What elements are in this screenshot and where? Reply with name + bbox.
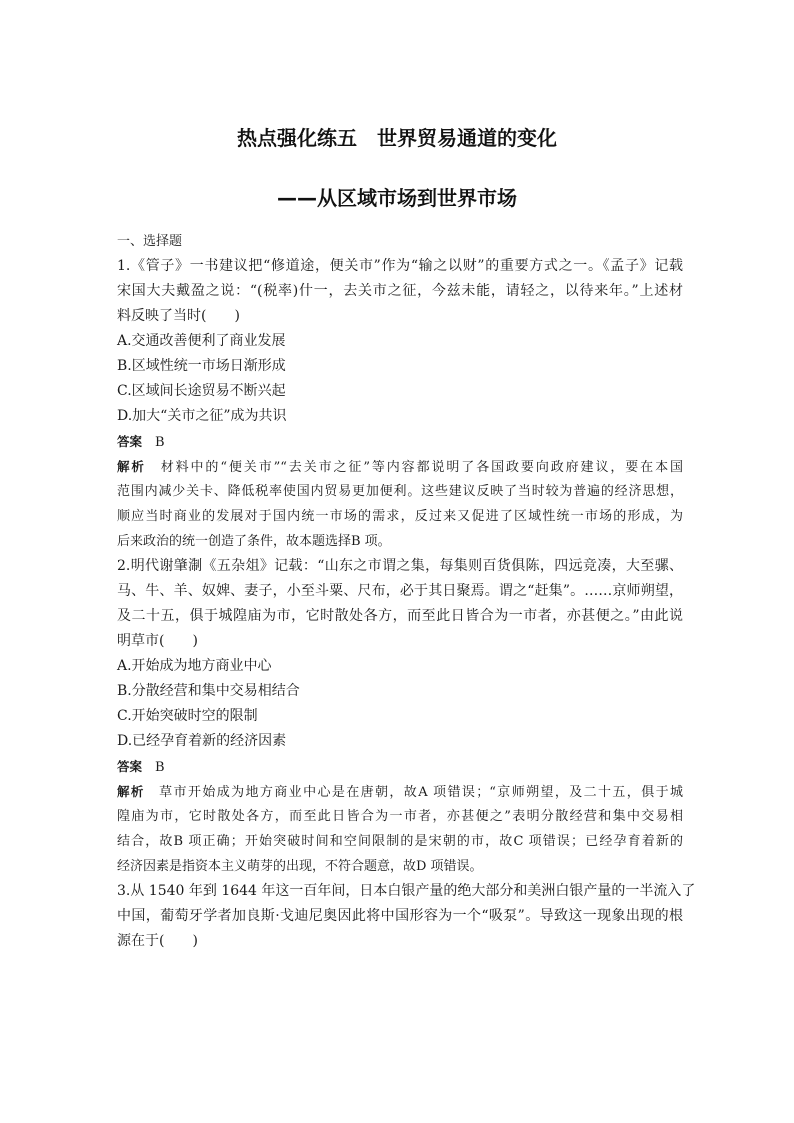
- answer-label: 答案: [117, 434, 143, 449]
- question-stem-line: 2.明代谢肇淛《五杂俎》记载：“山东之市谓之集，每集则百货俱陈，四远竞凑，大至骡、: [117, 558, 683, 574]
- option-b: B.分散经营和集中交易相结合: [117, 683, 300, 699]
- option-a: A.交通改善便利了商业发展: [117, 333, 286, 349]
- page-subtitle: ——从区域市场到世界市场: [277, 186, 517, 210]
- option-a: A.开始成为地方商业中心: [117, 658, 272, 674]
- question-2: [117, 554, 683, 879]
- question-stem-line: 3.从 1540 年到 1644 年这一百年间，日本白银产量的绝大部分和美洲白银产量的一半流入了: [117, 883, 696, 899]
- explanation-line: 隍庙为市，它时散处各方，而至此日皆合为一市者，亦甚便之”表明分散经营和集中交易相: [117, 809, 683, 824]
- explanation-line: 解析 草市开始成为地方商业中心是在唐朝，故A 项错误；“京师朔望，及二十五，俱于城: [117, 784, 683, 800]
- question-stem-line: 宋国大夫戴盈之说：“(税率)什一，去关市之征，今兹未能，请轻之，以待来年。”上述材: [117, 283, 683, 299]
- question-stem-line: 料反映了当时( ): [117, 308, 240, 324]
- question-stem-line: 马、牛、羊、奴婢、妻子，小至斗粟、尺布，必于其日聚焉。谓之“赶集”。……京师朔望，: [117, 583, 683, 599]
- explanation-line: 范围内减少关卡、降低税率使国内贸易更加便利。这些建议反映了当时较为普遍的经济思想，: [117, 484, 683, 499]
- question-stem-line: 源在于( ): [117, 933, 198, 949]
- question-stem-line: 明草市( ): [117, 633, 198, 649]
- explanation-line: 解析 材料中的“便关市”“去关市之征”等内容都说明了各国政要向政府建议，要在本国: [117, 459, 683, 475]
- answer-value: B: [155, 435, 165, 450]
- question-stem-line: 中国，葡萄牙学者加良斯·戈迪尼奥因此将中国形容为一个“吸泵”。导致这一现象出现的根: [117, 908, 683, 924]
- option-c: C.区域间长途贸易不断兴起: [117, 383, 286, 399]
- explanation-label: 解析: [117, 459, 146, 474]
- answer-label: 答案: [117, 759, 143, 774]
- answer-line: [117, 429, 683, 454]
- option-b: B.区域性统一市场日渐形成: [117, 358, 286, 374]
- explanation-line: 后来政治的统一创造了条件，故本题选择B 项。: [117, 534, 391, 549]
- answer-line: [117, 754, 683, 779]
- explanation-label: 解析: [117, 784, 145, 799]
- question-3: [117, 879, 696, 954]
- option-d: D.加大“关市之征”成为共识: [117, 408, 287, 424]
- option-d: D.已经孕育着新的经济因素: [117, 733, 287, 749]
- explanation-line: 结合，故B 项正确；开始突破时间和空间限制的是宋朝的市，故C 项错误；已经孕育着新的: [117, 834, 683, 849]
- question-stem-line: 1.《管子》一书建议把“修道途，便关市”作为“输之以财”的重要方式之一。《孟子》记载: [117, 258, 683, 274]
- explanation-line: 顺应当时商业的发展对于国内统一市场的需求，反过来又促进了区域性统一市场的形成，为: [117, 509, 683, 524]
- question-1: [117, 254, 683, 554]
- document-body: [117, 230, 696, 954]
- page-title: 热点强化练五 世界贸易通道的变化: [237, 126, 557, 150]
- option-c: C.开始突破时空的限制: [117, 708, 258, 724]
- question-stem-line: 及二十五，俱于城隍庙为市，它时散处各方，而至此日皆合为一市者，亦甚便之。”由此说: [117, 608, 683, 624]
- explanation-line: 经济因素是指资本主义萌芽的出现，不符合题意，故D 项错误。: [117, 859, 483, 874]
- answer-value: B: [155, 760, 165, 775]
- section-heading: 一、选择题: [117, 234, 183, 249]
